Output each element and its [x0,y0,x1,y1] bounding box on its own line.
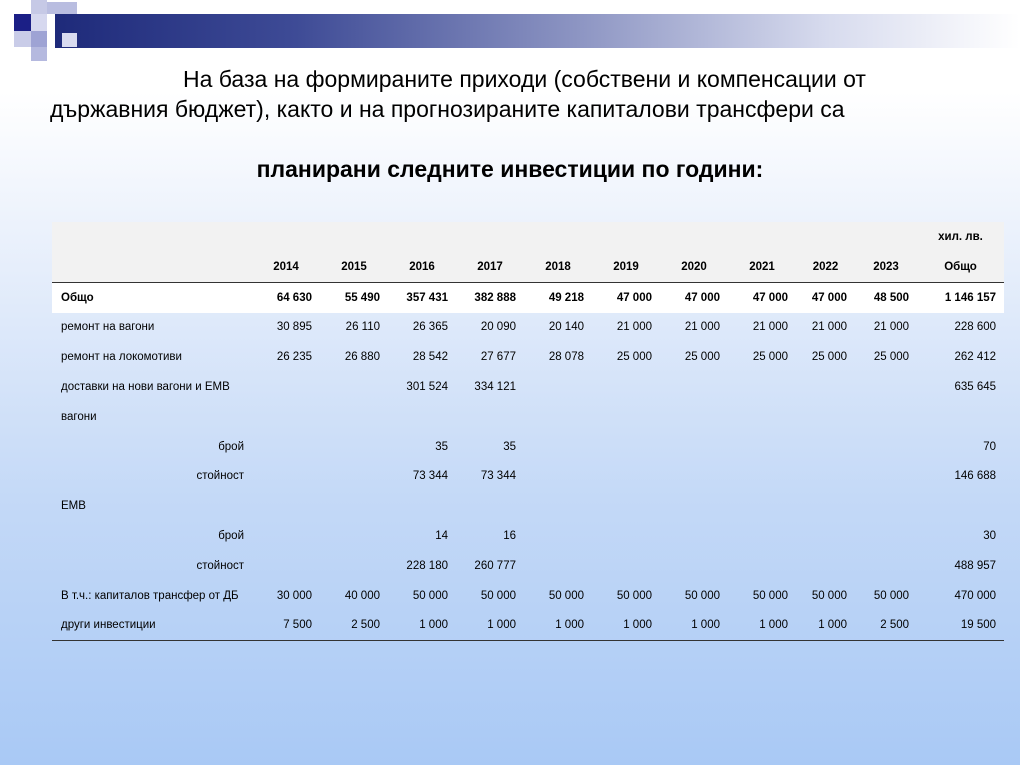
table-cell [456,402,524,432]
table-cell [320,432,388,462]
table-cell: 26 365 [412,321,448,334]
table-cell: 30 895 [276,321,312,334]
table-cell [524,521,592,551]
table-cell: 334 121 [474,381,516,394]
table-cell [252,402,320,432]
table-cell: 73 344 [480,470,516,483]
table-cell [855,402,917,432]
decor-square-light [14,31,31,47]
table-cell: 1 000 [728,611,796,641]
header-cell: 2022 [796,252,855,282]
table-row [52,611,1004,641]
table-cell: 470 000 [954,589,997,602]
table-cell [917,402,1004,432]
decor-square-dark [14,14,31,31]
table-cell [796,551,855,581]
table-row [52,402,1004,432]
table-row [52,342,1004,372]
table-cell: 47 000 [592,282,660,312]
table-cell: 635 645 [954,381,997,394]
table-cell [660,432,728,462]
table-cell: 26 235 [276,351,312,364]
table-cell: 55 490 [320,282,388,312]
table-row [52,372,1004,402]
table-cell: 1 146 157 [917,282,1004,312]
header-cell: 2021 [728,252,796,282]
table-cell: 50 000 [811,589,847,602]
table-cell [728,372,796,402]
table-cell: 382 888 [456,282,524,312]
row-label: доставки на нови вагони и ЕМВ [61,381,230,394]
header-cell: 2023 [855,252,917,282]
table-cell: 1 000 [456,611,524,641]
table-cell: 2 500 [320,611,388,641]
table-cell [592,372,660,402]
table-cell [592,521,660,551]
row-label: брой [218,440,244,453]
table-cell: 49 218 [524,282,592,312]
header-gradient-bar [55,14,1020,48]
table-cell [252,432,320,462]
table-cell: 20 090 [480,321,516,334]
table-cell [524,402,592,432]
title-line-1: На база на формираните приходи (собствени и компенсации от [183,66,866,92]
table-row [52,432,1004,462]
table-cell: 14 [435,530,448,543]
table-cell: 21 000 [752,321,788,334]
table-cell [855,551,917,581]
row-label: стойност [196,559,244,572]
table-cell: 28 542 [412,351,448,364]
table-cell: 50 000 [548,589,584,602]
table-cell: 260 777 [474,559,516,572]
table-cell [796,462,855,492]
table-cell: 28 078 [548,351,584,364]
table-cell [252,372,320,402]
table-cell: 25 000 [752,351,788,364]
table-cell: 1 000 [796,611,855,641]
table-cell: 50 000 [684,589,720,602]
table-cell: 2 500 [855,611,917,641]
table-cell: 47 000 [660,282,728,312]
table-cell: 48 500 [855,282,917,312]
table-cell: 50 000 [480,589,516,602]
table-cell: 20 140 [548,321,584,334]
table-cell: 19 500 [917,611,1004,641]
table-cell [660,491,728,521]
table-cell [320,521,388,551]
table-row [52,282,1004,312]
header-cell: 2014 [252,252,320,282]
table-cell [796,521,855,551]
table-header-row [52,252,1004,282]
table-cell: 27 677 [480,351,516,364]
table-row [52,462,1004,492]
table-cell: 21 000 [873,321,910,334]
decor-square-medium [31,31,47,47]
table-cell: 47 000 [728,282,796,312]
table-cell: 50 000 [752,589,788,602]
table-cell: 25 000 [616,351,652,364]
header-cell: 2019 [592,252,660,282]
table-cell [320,372,388,402]
row-label: ремонт на локомотиви [61,351,182,364]
table-cell [796,491,855,521]
table-cell [728,402,796,432]
row-label: вагони [61,410,97,423]
table-cell: 73 344 [412,470,448,483]
table-cell [252,551,320,581]
table-cell [592,402,660,432]
table-cell: 1 000 [592,611,660,641]
header-cell: Общо [917,252,1004,282]
table-cell: 40 000 [344,589,380,602]
table-cell [855,432,917,462]
table-row [52,491,1004,521]
table-cell [252,462,320,492]
table-cell [592,491,660,521]
table-cell: 50 000 [616,589,652,602]
table-cell: 357 431 [388,282,456,312]
table-cell: 301 524 [406,381,448,394]
table-cell: 26 110 [345,321,380,334]
table-cell: 25 000 [684,351,720,364]
table-cell [524,432,592,462]
table-cell [660,402,728,432]
table-cell: 21 000 [811,321,847,334]
table-cell [917,491,1004,521]
slide-title [50,64,970,124]
table-cell [728,521,796,551]
table-cell: 16 [503,530,516,543]
header-cell: 2015 [320,252,388,282]
table-cell [796,372,855,402]
table-cell: 146 688 [954,470,997,483]
table-cell [456,491,524,521]
row-label: стойност [196,470,244,483]
table-cell: 25 000 [873,351,910,364]
table-cell [728,462,796,492]
table-cell [855,521,917,551]
table-cell [592,432,660,462]
table-cell [796,432,855,462]
table-cell [320,402,388,432]
table-cell [252,491,320,521]
decor-square-light [31,0,47,14]
table-cell [320,551,388,581]
table-cell: 228 180 [406,559,448,572]
unit-label: хил. лв. [917,222,1004,252]
table-cell [320,462,388,492]
table-cell: 25 000 [811,351,847,364]
table-cell: 26 880 [344,351,380,364]
table-cell [388,402,456,432]
table-cell [660,462,728,492]
table-cell [796,402,855,432]
header-cell: 2017 [456,252,524,282]
table-cell [524,491,592,521]
table-cell [660,372,728,402]
decor-square-light [31,14,47,31]
table-cell [728,491,796,521]
slide-subtitle: планирани следните инвестиции по години: [256,156,764,182]
table-cell [252,521,320,551]
table-cell: 50 000 [873,589,910,602]
table-cell: 1 000 [660,611,728,641]
table-row [52,551,1004,581]
row-label: брой [218,530,244,543]
table-cell: 70 [983,440,997,453]
header-cell: 2016 [388,252,456,282]
row-label: Общо [52,282,252,312]
table-cell [855,372,917,402]
table-cell: 50 000 [412,589,448,602]
table-cell: 30 000 [276,589,312,602]
table-cell [524,462,592,492]
table-cell: 35 [503,440,516,453]
investments-table [52,222,1004,641]
table-cell: 21 000 [684,321,720,334]
table-cell: 1 000 [388,611,456,641]
table-cell [592,551,660,581]
row-label: В т.ч.: капиталов трансфер от ДБ [61,589,239,602]
table-cell: 64 630 [252,282,320,312]
decor-square-light [31,47,47,61]
table-cell [320,491,388,521]
table-row [52,581,1004,611]
table-cell: 47 000 [796,282,855,312]
table-cell [388,491,456,521]
header-cell: 2020 [660,252,728,282]
table-cell: 1 000 [524,611,592,641]
row-label: ремонт на вагони [61,321,155,334]
table-unit-row [52,222,1004,252]
table-cell: 21 000 [616,321,652,334]
table-row [52,313,1004,343]
table-cell [728,432,796,462]
table-cell: 488 957 [954,559,997,572]
table-cell [855,462,917,492]
table-cell [524,372,592,402]
table-cell: 30 [983,530,997,543]
table-cell: 228 600 [954,321,997,334]
table-cell: 35 [435,440,448,453]
table-cell [855,491,917,521]
table-cell [592,462,660,492]
decor-square-light [62,33,77,47]
decor-square-light [47,2,77,14]
header-cell: 2018 [524,252,592,282]
table-cell [660,551,728,581]
table-cell [728,551,796,581]
table-cell [660,521,728,551]
header-cell [52,252,252,282]
table-cell [524,551,592,581]
table-cell: 7 500 [252,611,320,641]
title-line-2: държавния бюджет), както и на прогнозираните капиталови трансфери са [50,96,845,122]
row-label: други инвестиции [52,611,252,641]
row-label: ЕМВ [61,500,86,513]
table-cell: 262 412 [954,351,997,364]
table-row [52,521,1004,551]
